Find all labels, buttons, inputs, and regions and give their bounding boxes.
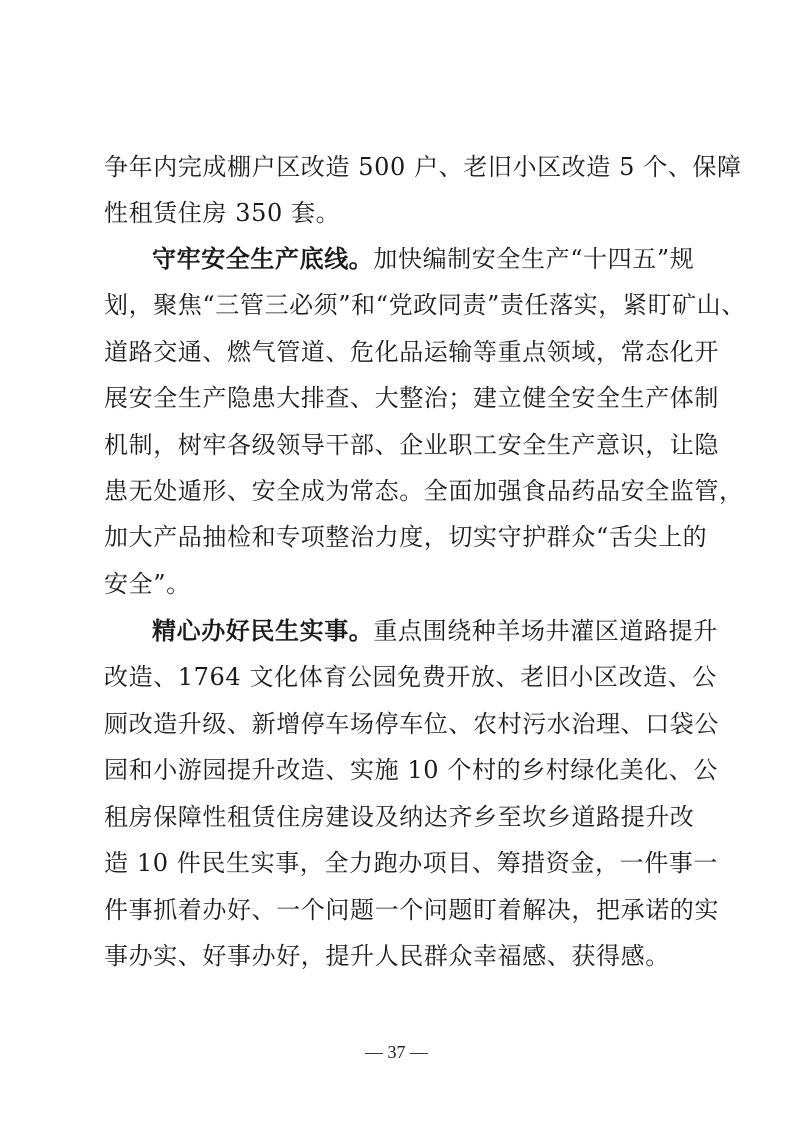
paragraph-1-line-2: 性租赁住房 350 套。 [104, 199, 341, 227]
paragraph-2-line-1-text: 加快编制安全生产“十四五”规 [373, 245, 695, 273]
paragraph-2-line-1 [152, 244, 694, 274]
paragraph-3-line-5: 租房保障性租赁住房建设及纳达齐乡至坎乡道路提升改 [104, 803, 695, 831]
paragraph-3-line-7: 件事抓着办好、一个问题一个问题盯着解决，把承诺的实 [104, 896, 719, 924]
paragraph-2-line-6: 患无处遁形、安全成为常态。全面加强食品药品安全监管， [104, 477, 744, 505]
paragraph-2-heading: 守牢安全生产底线。 [152, 244, 374, 273]
paragraph-3-line-6: 造 10 件民生实事，全力跑办项目、筹措资金，一件事一 [104, 849, 718, 877]
paragraph-3-line-1-text: 重点围绕种羊场井灌区道路提升 [373, 617, 718, 645]
paragraph-2-line-3: 道路交通、燃气管道、危化品运输等重点领域，常态化开 [104, 338, 719, 366]
paragraph-3-line-2: 改造、1764 文化体育公园免费开放、老旧小区改造、公 [104, 663, 717, 691]
paragraph-1-line-1: 争年内完成棚户区改造 500 户、老旧小区改造 5 个、保障 [104, 153, 742, 181]
paragraph-3-line-4: 园和小游园提升改造、实施 10 个村的乡村绿化美化、公 [104, 756, 718, 784]
paragraph-3-heading: 精心办好民生实事。 [152, 616, 374, 645]
paragraph-3-line-1 [152, 616, 718, 646]
paragraph-2-line-7: 加大产品抽检和专项整治力度，切实守护群众“舌尖上的 [104, 523, 708, 551]
paragraph-3-line-8: 事办实、好事办好，提升人民群众幸福感、获得感。 [104, 942, 670, 970]
paragraph-2-line-8: 安全”。 [104, 570, 191, 598]
paragraph-3-line-3: 厕改造升级、新增停车场停车位、农村污水治理、口袋公 [104, 710, 719, 738]
paragraph-2-line-4: 展安全生产隐患大排查、大整治；建立健全安全生产体制 [104, 384, 719, 412]
paragraph-2-line-5: 机制，树牢各级领导干部、企业职工安全生产意识，让隐 [104, 431, 719, 459]
paragraph-2-line-2: 划，聚焦“三管三必须”和“党政同责”责任落实，紧盯矿山、 [104, 291, 746, 319]
page-number: — 37 — [365, 1042, 428, 1062]
